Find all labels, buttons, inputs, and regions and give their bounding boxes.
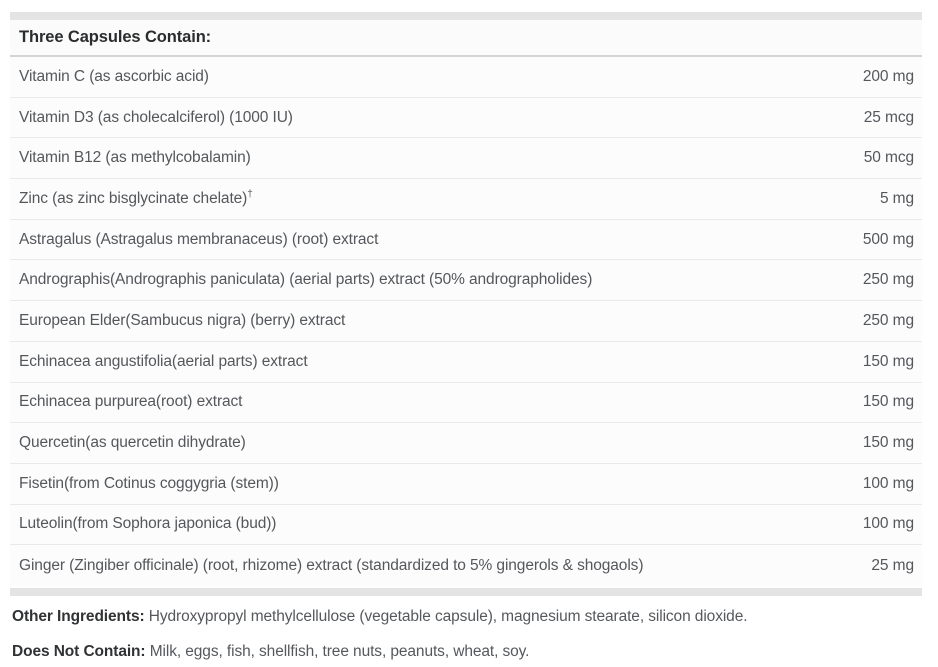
other-ingredients-text: Hydroxypropyl methylcellulose (vegetable capsule), magnesium stearate, silicon dioxide. — [144, 608, 748, 625]
other-ingredients-label: Other Ingredients: — [12, 608, 145, 625]
ingredient-name — [19, 475, 279, 493]
ingredient-name-text: Luteolin(from Sophora japonica (bud)) — [19, 515, 277, 533]
ingredient-name-text: Andrographis(Andrographis paniculata) (aerial parts) extract (50% andrographolides) — [19, 271, 593, 289]
ingredient-name-text: Echinacea angustifolia(aerial parts) extract — [19, 352, 308, 370]
ingredient-amount: 100 mg — [862, 474, 914, 492]
ingredient-amount: 150 mg — [862, 352, 914, 370]
table-row — [10, 423, 922, 464]
table-row — [10, 138, 922, 179]
ingredient-name — [19, 271, 592, 289]
ingredient-name-text: European Elder(Sambucus nigra) (berry) extract — [19, 311, 346, 329]
ingredient-amount: 500 mg — [862, 230, 914, 248]
ingredient-amount: 25 mg — [871, 556, 914, 574]
other-ingredients-line — [12, 608, 924, 626]
table-row — [10, 57, 922, 98]
ingredient-name — [19, 68, 209, 86]
ingredient-amount: 200 mg — [862, 67, 914, 85]
ingredient-name — [19, 353, 308, 371]
ingredient-amount: 250 mg — [862, 311, 914, 329]
ingredient-name — [19, 109, 293, 127]
ingredient-name-text: Fisetin(from Cotinus coggygria (stem)) — [19, 474, 279, 492]
ingredient-name-text: Quercetin(as quercetin dihydrate) — [19, 434, 246, 452]
table-row — [10, 301, 922, 342]
table-row — [10, 342, 922, 383]
ingredient-name — [19, 515, 276, 533]
ingredient-amount: 5 mg — [879, 189, 914, 207]
table-row — [10, 260, 922, 301]
footer-notes — [12, 608, 924, 661]
table-row — [10, 98, 922, 139]
does-not-contain-text: Milk, eggs, fish, shellfish, tree nuts, peanuts, wheat, soy. — [145, 643, 530, 660]
ingredient-name-text: Vitamin C (as ascorbic acid) — [19, 67, 209, 85]
table-row — [10, 505, 922, 546]
does-not-contain-label: Does Not Contain: — [12, 643, 146, 660]
table-header-title: Three Capsules Contain: — [19, 28, 212, 46]
footnote-dagger: † — [247, 188, 253, 200]
ingredient-name-text: Zinc (as zinc bisglycinate chelate) — [19, 189, 248, 207]
ingredient-name-text: Vitamin D3 (as cholecalciferol) (1000 IU) — [19, 108, 293, 126]
table-row — [10, 179, 922, 220]
ingredient-name-text: Vitamin B12 (as methylcobalamin) — [19, 149, 251, 167]
ingredient-name — [19, 149, 251, 167]
ingredient-name — [19, 312, 345, 330]
bottom-divider-bar — [10, 588, 922, 596]
ingredient-amount: 100 mg — [862, 515, 914, 533]
table-row — [10, 383, 922, 424]
ingredient-amount: 250 mg — [862, 271, 914, 289]
supplement-facts-table — [10, 12, 922, 596]
does-not-contain-line — [12, 643, 924, 661]
table-row — [10, 220, 922, 261]
top-divider-bar — [10, 12, 922, 20]
ingredient-name — [19, 231, 378, 249]
ingredient-amount: 150 mg — [862, 393, 914, 411]
ingredient-name — [19, 434, 246, 452]
table-row — [10, 464, 922, 505]
ingredient-name — [19, 190, 253, 208]
ingredient-name-text: Ginger (Zingiber officinale) (root, rhizome) extract (standardized to 5% gingerols & shogaols) — [19, 556, 644, 574]
ingredient-name — [19, 393, 242, 411]
table-rows — [10, 57, 922, 586]
ingredient-name — [19, 557, 643, 575]
ingredient-amount: 50 mcg — [863, 149, 914, 167]
ingredient-name-text: Echinacea purpurea(root) extract — [19, 393, 243, 411]
ingredient-amount: 150 mg — [862, 434, 914, 452]
table-header-row — [10, 20, 922, 57]
ingredient-name-text: Astragalus (Astragalus membranaceus) (root) extract — [19, 230, 379, 248]
ingredient-amount: 25 mcg — [863, 108, 914, 126]
table-row — [10, 545, 922, 586]
